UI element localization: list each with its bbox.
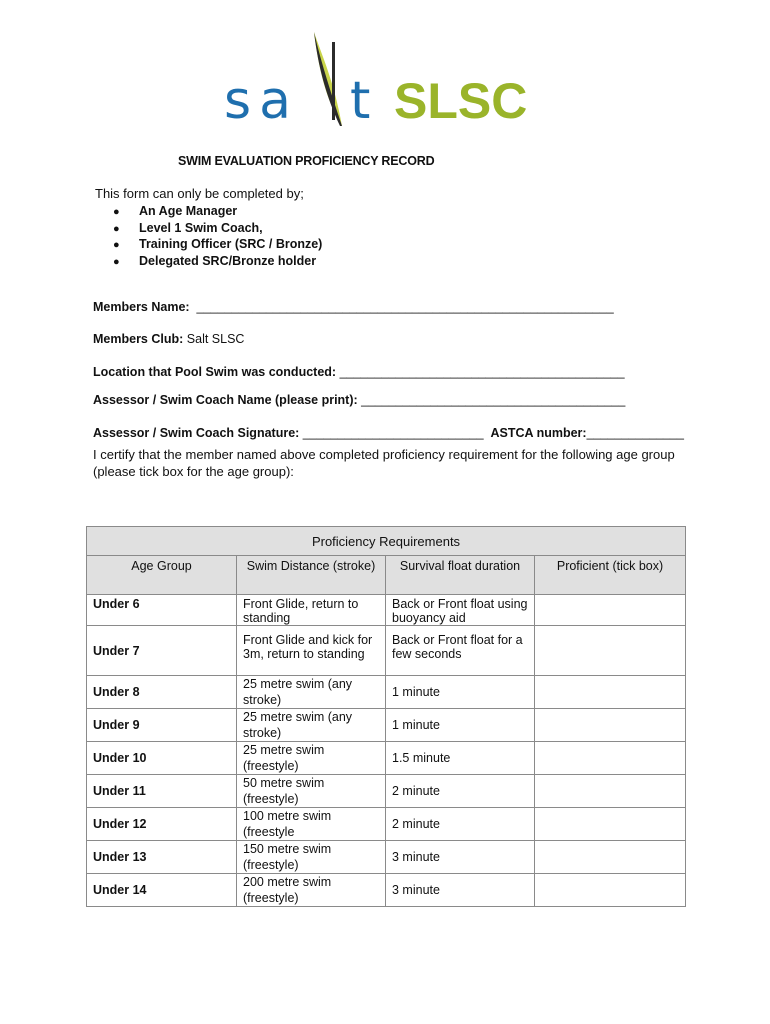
table-row: Under 6 Front Glide, return to standing Back or Front float using buoyancy aid <box>87 595 686 626</box>
location-field[interactable]: Location that Pool Swim was conducted: _________________________________________ <box>93 365 625 379</box>
tick-box[interactable] <box>535 626 686 676</box>
page-title: SWIM EVALUATION PROFICIENCY RECORD <box>178 154 435 168</box>
header-swim-distance: Swim Distance (stroke) <box>237 556 386 595</box>
proficiency-table <box>86 526 686 907</box>
table-row: Under 10 25 metre swim (freestyle) 1.5 minute <box>87 742 686 775</box>
header-age-group: Age Group <box>87 556 237 595</box>
table-row: Under 13 150 metre swim (freestyle) 3 minute <box>87 841 686 874</box>
list-item: ● Training Officer (SRC / Bronze) <box>113 236 322 253</box>
table-row: Under 14 200 metre swim (freestyle) 3 minute <box>87 874 686 907</box>
table-row: Under 9 25 metre swim (any stroke) 1 minute <box>87 709 686 742</box>
assessor-signature-field[interactable]: Assessor / Swim Coach Signature: __________________________ ASTCA number:______________ <box>93 426 684 440</box>
intro-text: This form can only be completed by; <box>95 186 304 201</box>
assessor-name-field[interactable]: Assessor / Swim Coach Name (please print): ______________________________________ <box>93 393 626 407</box>
bullet-icon: ● <box>113 206 120 218</box>
tick-box[interactable] <box>535 742 686 775</box>
list-item: ● An Age Manager <box>113 203 322 220</box>
sail-leaf-shape <box>314 32 342 126</box>
authorized-list <box>113 203 322 269</box>
salt-slsc-logo <box>222 26 562 136</box>
bullet-icon: ● <box>113 239 120 251</box>
bullet-icon: ● <box>113 222 120 235</box>
list-item: ● Delegated SRC/Bronze holder <box>113 253 322 270</box>
certify-statement: I certify that the member named above completed proficiency requirement for the following age group (please tick box for the age group): <box>93 447 675 479</box>
tick-box[interactable] <box>535 676 686 709</box>
table-title: Proficiency Requirements <box>87 527 686 556</box>
logo-slsc-text: SLSC <box>394 73 528 129</box>
bullet-icon: ● <box>113 255 120 268</box>
table-row: Under 7 Front Glide and kick for 3m, return to standing Back or Front float for a few seconds <box>87 626 686 676</box>
svg-text:t: t <box>350 71 371 131</box>
table-row: Under 12 100 metre swim (freestyle 2 minute <box>87 808 686 841</box>
logo-salt-text: sa <box>224 71 299 131</box>
members-name-field[interactable]: Members Name: ____________________________________________________________ <box>93 300 614 314</box>
table-row: Under 8 25 metre swim (any stroke) 1 minute <box>87 676 686 709</box>
members-club-field: Members Club: Salt SLSC <box>93 332 245 346</box>
tick-box[interactable] <box>535 709 686 742</box>
tick-box[interactable] <box>535 595 686 626</box>
header-proficient: Proficient (tick box) <box>535 556 686 595</box>
table-row: Under 11 50 metre swim (freestyle) 2 minute <box>87 775 686 808</box>
astca-label: ASTCA number: <box>490 426 587 440</box>
header-survival-float: Survival float duration <box>386 556 535 595</box>
tick-box[interactable] <box>535 874 686 907</box>
tick-box[interactable] <box>535 841 686 874</box>
list-item: ● Level 1 Swim Coach, <box>113 220 322 237</box>
astca-input-line[interactable]: ______________ <box>586 426 684 440</box>
tick-box[interactable] <box>535 808 686 841</box>
tick-box[interactable] <box>535 775 686 808</box>
